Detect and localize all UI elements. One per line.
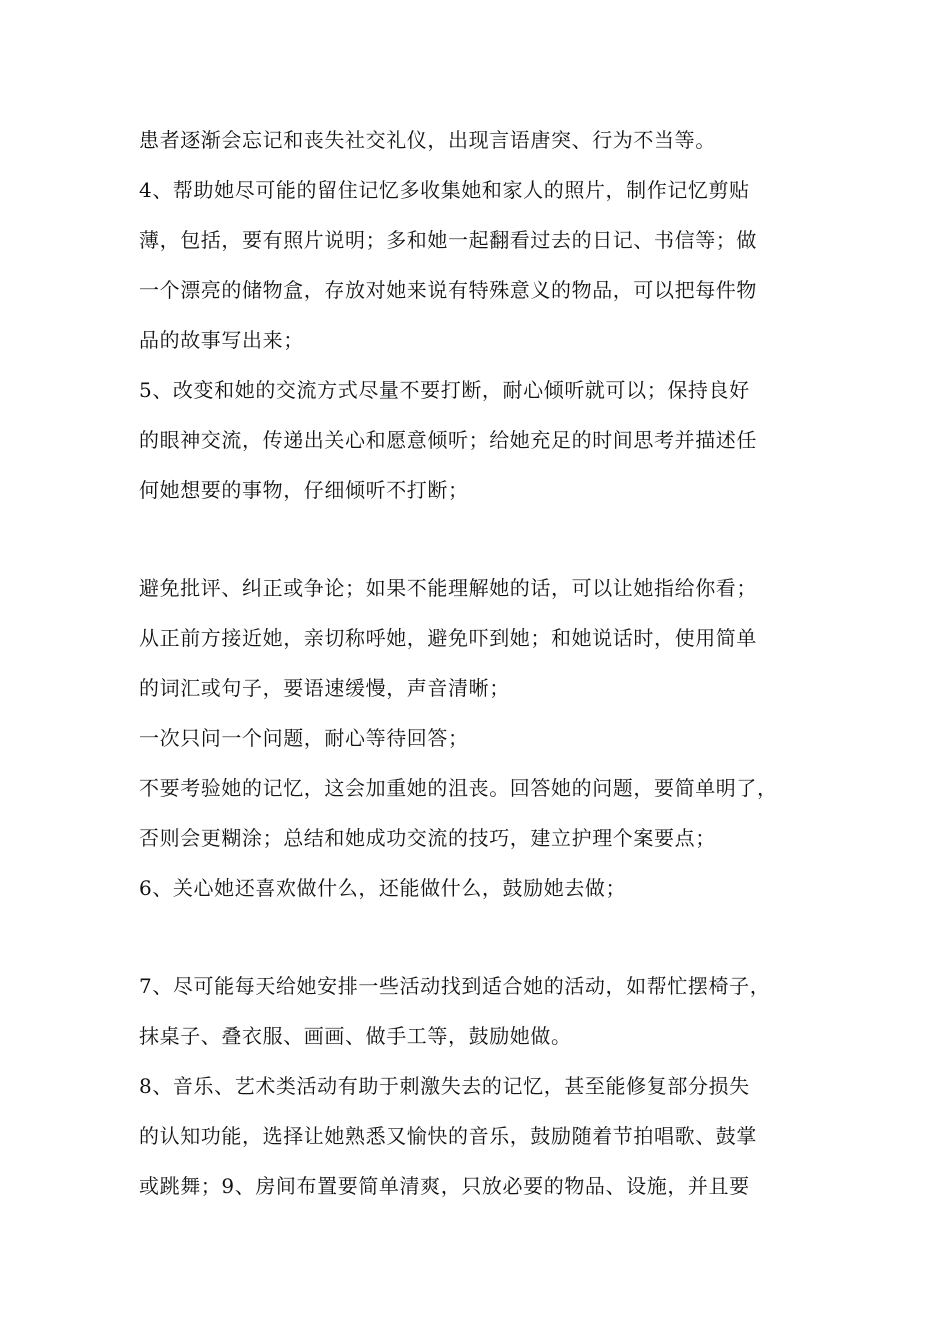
text-line: 7、尽可能每天给她安排一些活动找到适合她的活动，如帮忙摆椅子， [139, 974, 771, 998]
text-line: 的眼神交流，传递出关心和愿意倾听；给她充足的时间思考并描述任 [139, 428, 757, 452]
text-line: 品的故事写出来； [139, 328, 304, 352]
text-line: 薄，包括，要有照片说明；多和她一起翻看过去的日记、书信等；做 [139, 228, 757, 252]
text-line: 6、关心她还喜欢做什么，还能做什么，鼓励她去做； [139, 876, 627, 900]
text-line: 从正前方接近她，亲切称呼她，避免吓到她；和她说话时，使用简单 [139, 626, 757, 650]
text-line: 不要考验她的记忆，这会加重她的沮丧。回答她的问题，要简单明了， [139, 776, 778, 800]
text-line: 避免批评、纠正或争论；如果不能理解她的话，可以让她指给你看； [139, 576, 757, 600]
text-line: 一次只问一个问题，耐心等待回答； [139, 726, 469, 750]
text-line: 的认知功能，选择让她熟悉又愉快的音乐，鼓励随着节拍唱歌、鼓掌 [139, 1124, 757, 1148]
text-line: 5、改变和她的交流方式尽量不要打断，耐心倾听就可以；保持良好 [139, 378, 750, 402]
text-line: 或跳舞；9、房间布置要简单清爽，只放必要的物品、设施，并且要 [139, 1174, 750, 1198]
text-line: 一个漂亮的储物盒，存放对她来说有特殊意义的物品，可以把每件物 [139, 278, 757, 302]
text-line: 何她想要的事物，仔细倾听不打断； [139, 478, 469, 502]
text-line: 4、帮助她尽可能的留住记忆多收集她和家人的照片，制作记忆剪贴 [139, 178, 750, 202]
text-line: 否则会更糊涂；总结和她成功交流的技巧，建立护理个案要点； [139, 826, 716, 850]
text-line: 的词汇或句子，要语速缓慢，声音清晰； [139, 676, 510, 700]
text-line: 8、音乐、艺术类活动有助于刺激失去的记忆，甚至能修复部分损失 [139, 1074, 750, 1098]
text-line: 抹桌子、叠衣服、画画、做手工等，鼓励她做。 [139, 1024, 572, 1048]
text-line: 患者逐渐会忘记和丧失社交礼仪，出现言语唐突、行为不当等。 [139, 128, 716, 152]
